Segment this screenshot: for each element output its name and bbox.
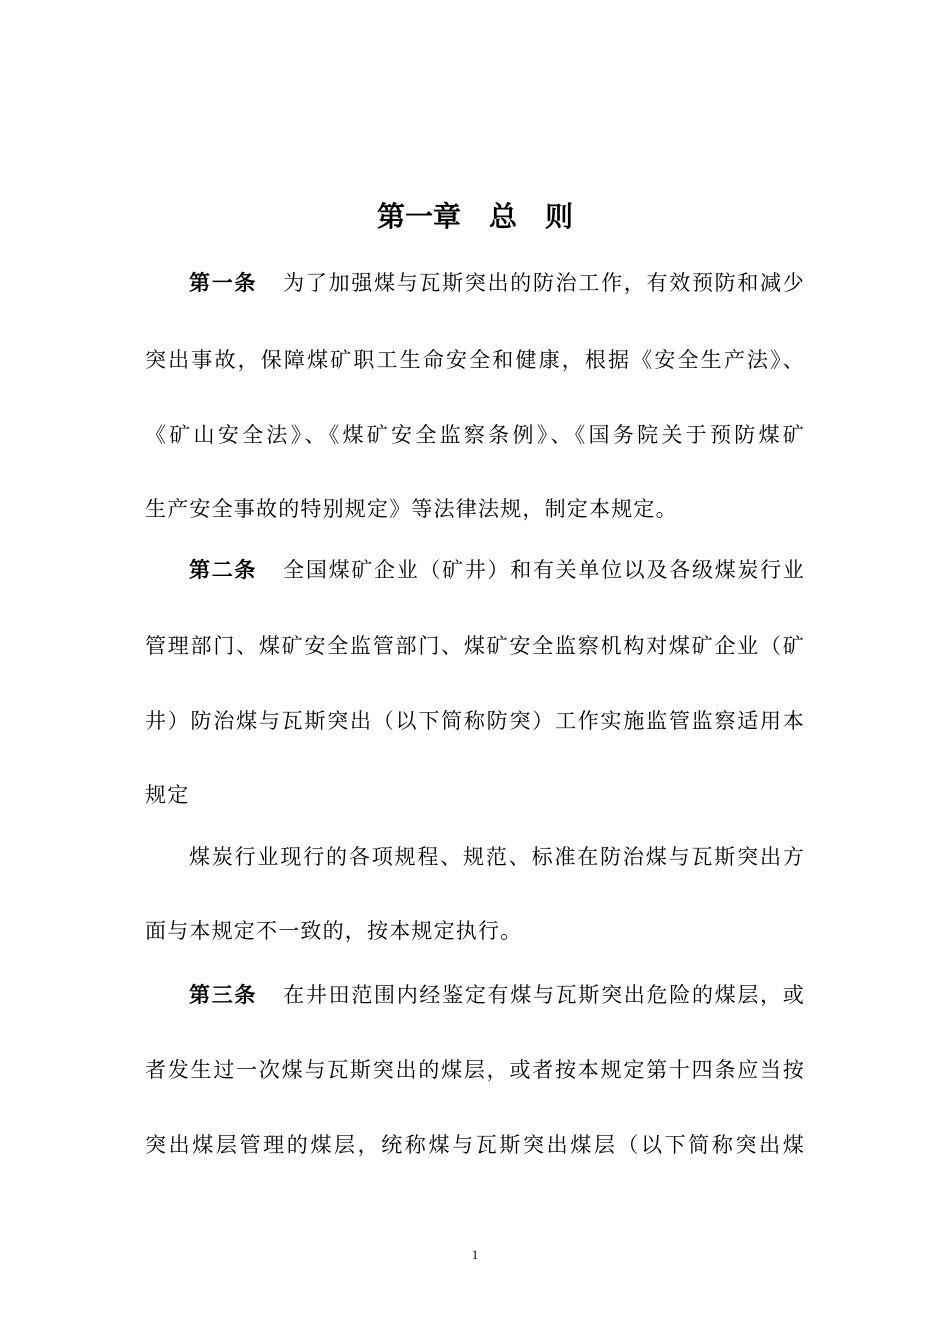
- article-1-text: 为了加强煤与瓦斯突出的防治工作，有效预防和减少: [283, 271, 805, 295]
- article-3-text: 在井田范围内经鉴定有煤与瓦斯突出危险的煤层，或: [283, 983, 805, 1007]
- article-3-label: 第三条: [189, 982, 258, 1007]
- page-number: 1: [471, 1247, 479, 1262]
- article-1-line-4: 生产安全事故的特别规定》等法律法规，制定本规定。: [145, 497, 678, 521]
- article-2-label: 第二条: [189, 557, 258, 582]
- article-2-line-2: 管理部门、煤矿安全监管部门、煤矿安全监察机构对煤矿企业（矿: [145, 634, 805, 658]
- article-3-line-3: 突出煤层管理的煤层，统称煤与瓦斯突出煤层（以下简称突出煤: [145, 1133, 805, 1157]
- paragraph-first-line: 煤炭行业现行的各项规程、规范、标准在防治煤与瓦斯突出方: [189, 845, 805, 869]
- article-1-line-2: 突出事故，保障煤矿职工生命安全和健康，根据《安全生产法》、: [145, 348, 805, 372]
- article-1-label: 第一条: [189, 270, 258, 295]
- paragraph-line-2: 面与本规定不一致的，按本规定执行。: [145, 919, 523, 943]
- article-1-first-line: [189, 268, 805, 298]
- article-2-line-3: 井）防治煤与瓦斯突出（以下简称防突）工作实施监管监察适用本: [145, 709, 805, 733]
- chapter-title: 第一章 总 则: [376, 200, 573, 233]
- article-2-line-4: 规定: [145, 783, 190, 807]
- article-3-line-2: 者发生过一次煤与瓦斯突出的煤层，或者按本规定第十四条应当按: [145, 1058, 805, 1082]
- article-2-text: 全国煤矿企业（矿井）和有关单位以及各级煤炭行业: [283, 558, 805, 582]
- article-3-first-line: [189, 980, 805, 1010]
- article-1-line-3: 《矿山安全法》、《煤矿安全监察条例》、《国务院关于预防煤矿: [145, 423, 805, 447]
- article-2-first-line: [189, 555, 805, 585]
